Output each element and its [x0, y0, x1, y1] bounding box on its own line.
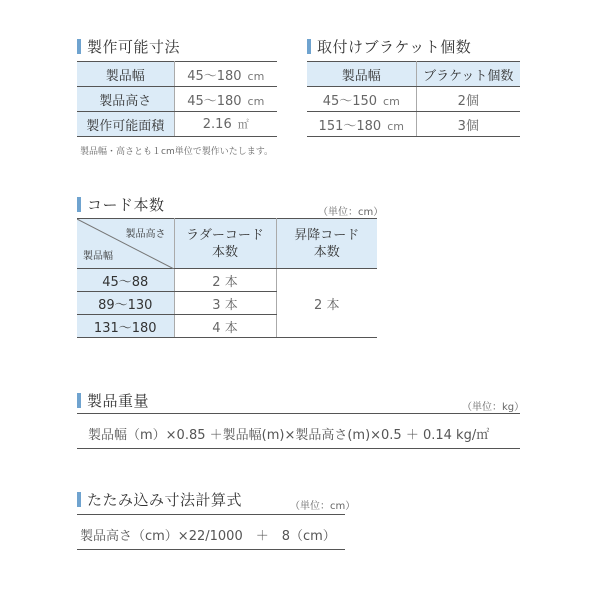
weight-unit-note: （単位：kg） [462, 402, 525, 413]
bracket-table [307, 61, 520, 137]
width-cell: 45～150 cm [307, 87, 416, 112]
divider [77, 413, 520, 414]
row-value: 2.16 ㎡ [174, 112, 277, 137]
divider [77, 448, 520, 449]
row-label: 製作可能面積 [77, 112, 174, 137]
title-marker [77, 492, 81, 507]
divider [77, 514, 345, 515]
ladder-cell: 3 本 [174, 292, 276, 315]
cord-table [77, 218, 377, 338]
cord-section-title: コード本数 [77, 194, 165, 215]
title-marker [77, 197, 81, 212]
fold-formula: 製品高さ（cm）×22/1000 ＋ 8（cm） [80, 529, 336, 544]
width-cell: 131～180 [77, 315, 174, 338]
width-cell: 151～180 cm [307, 112, 416, 137]
table-row [307, 87, 520, 112]
width-cell: 89～130 [77, 292, 174, 315]
row-label: 製品高さ [77, 87, 174, 112]
count-cell: 2個 [416, 87, 520, 112]
title-marker [307, 39, 311, 54]
diag-label-width: 製品幅 [83, 251, 113, 262]
width-cell: 45～88 [77, 269, 174, 292]
column-header: 製品幅 [307, 62, 416, 87]
weight-formula: 製品幅（m）×0.85 ＋製品幅(m)×製品高さ(m)×0.5 ＋ 0.14 kg/㎡ [88, 428, 490, 443]
table-row [77, 87, 277, 112]
fold-unit-note: （単位：cm） [290, 501, 356, 512]
ladder-cell: 2 本 [174, 269, 276, 292]
size-table [77, 61, 277, 137]
table-row [77, 62, 277, 87]
size-note: 製品幅・高さとも１cm単位で製作いたします。 [80, 147, 273, 157]
table-row [77, 269, 377, 292]
row-value: 45～180 cm [174, 87, 277, 112]
table-row [307, 112, 520, 137]
column-header-ladder: ラダーコード 本数 [174, 219, 276, 269]
title-marker [77, 393, 81, 408]
count-cell: 3個 [416, 112, 520, 137]
table-row [77, 112, 277, 137]
size-section-title: 製作可能寸法 [77, 36, 180, 57]
cord-unit-note: （単位：cm） [318, 207, 384, 218]
bracket-section-title: 取付けブラケット個数 [307, 36, 471, 57]
diagonal-header [77, 219, 174, 269]
column-header: ブラケット個数 [416, 62, 520, 87]
column-header-lift: 昇降コード 本数 [276, 219, 377, 269]
fold-section-title: たたみ込み寸法計算式 [77, 489, 242, 510]
table-header-row [77, 219, 377, 269]
table-header-row [307, 62, 520, 87]
row-label: 製品幅 [77, 62, 174, 87]
diag-label-height: 製品高さ [125, 229, 166, 240]
title-marker [77, 39, 81, 54]
lift-cell: 2 本 [276, 269, 377, 338]
weight-section-title: 製品重量 [77, 390, 149, 411]
divider [77, 549, 345, 550]
ladder-cell: 4 本 [174, 315, 276, 338]
row-value: 45～180 cm [174, 62, 277, 87]
